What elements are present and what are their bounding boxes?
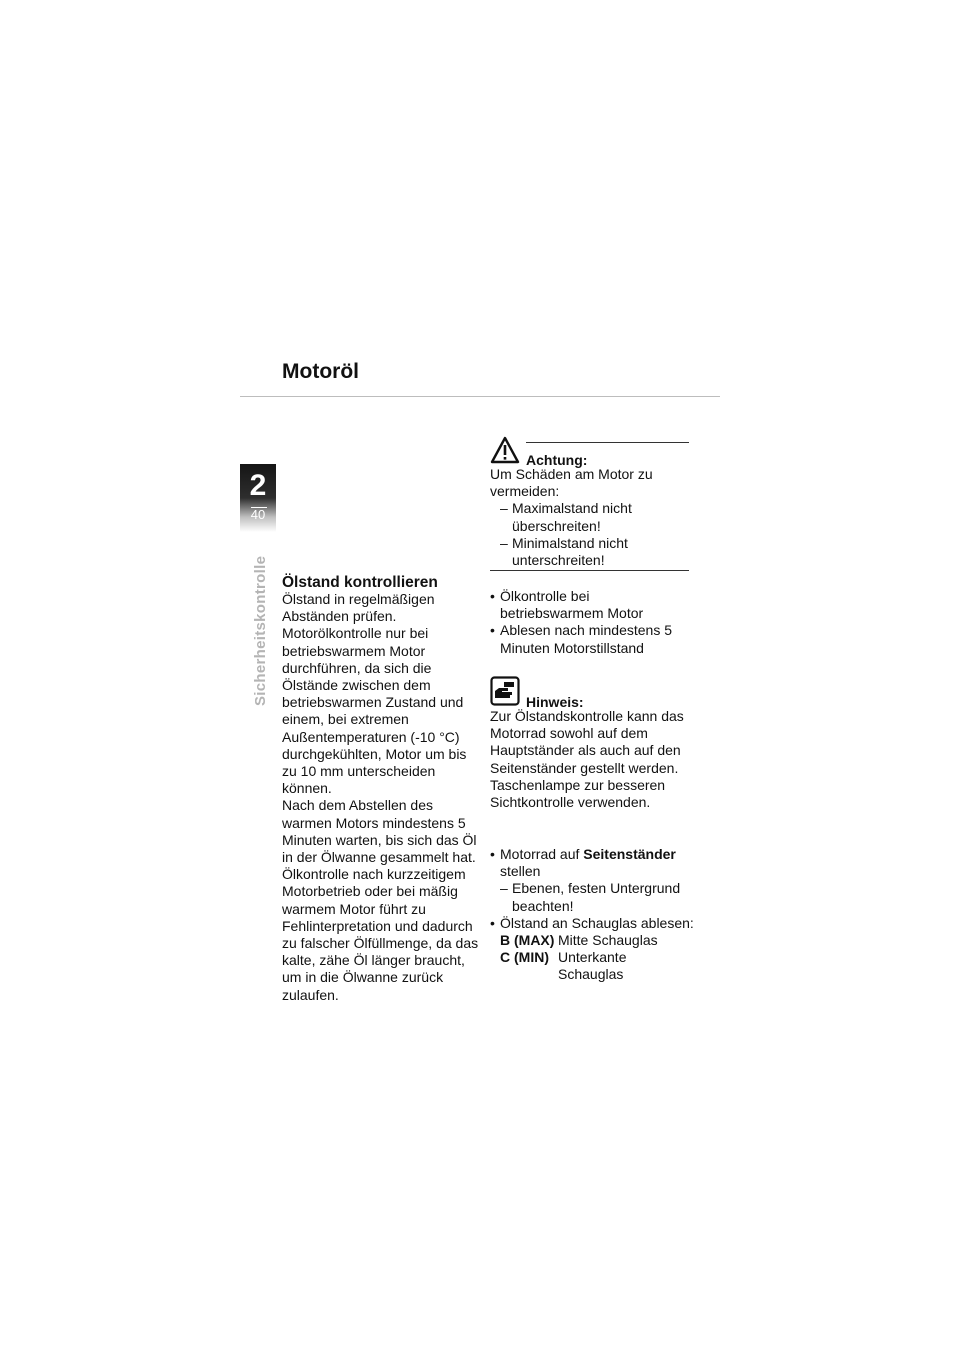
list-item: • Ablesen nach mindestens 5 Minuten Motorstillstand (490, 622, 695, 656)
chapter-number: 2 (249, 469, 267, 502)
list-item: • Ölkontrolle bei betriebswarmem Motor (490, 588, 695, 622)
step-subitem: – Ebenen, festen Untergrund beachten! (490, 880, 695, 914)
level-key: B (MAX) (500, 932, 555, 949)
warning-text: Um Schäden am Motor zu vermeiden: (490, 466, 653, 500)
title-divider (240, 396, 720, 397)
warning-box (490, 436, 695, 571)
paragraph: Ölkontrolle nach kurzzeitigem Motorbetrieb oder bei mäßig warmem Motor führt zu Fehlinterpretation und dadurch zu falscher Ölfüllmenge, da das kalte, zähe Öl länger braucht, um in die Ölwanne zurück zulaufen. (282, 866, 479, 1003)
note-box (490, 676, 695, 811)
paragraph: Nach dem Abstellen des warmen Motors mindestens 5 Minuten warten, bis sich das Öl in der Ölwanne gesammelt hat. (282, 797, 477, 866)
paragraph: Ölstand in regelmäßigen Abständen prüfen. (282, 591, 435, 625)
step-emphasis: Seitenständer (583, 846, 676, 862)
section-heading: Ölstand kontrollieren (282, 574, 438, 591)
step-text: Motorrad auf (500, 846, 580, 862)
procedure-steps (490, 846, 695, 984)
page-number: 40 (250, 507, 266, 522)
note-title: Hinweis: (526, 694, 584, 710)
paragraph: Motorölkontrolle nur bei betriebswarmem Motor durchführen, da sich die Ölstände zwischen dem betriebswarmen Zustand und einem, bei extremen Außentemperaturen (-10 °C) durchgekühlten, Motor um bis zu 10 mm unterscheiden können. (282, 625, 467, 797)
level-value: Unterkante Schauglas (558, 949, 627, 983)
level-key: C (MIN) (500, 949, 549, 966)
step-item (490, 846, 695, 880)
check-conditions-list (490, 588, 695, 657)
note-text: Zur Ölstandskontrolle kann das Motorrad sowohl auf dem Hauptständer als auch auf den Seitenständer gestellt werden. Taschenlampe zur besseren Sichtkontrolle verwenden. (490, 708, 684, 811)
step-text: stellen (500, 863, 541, 880)
page-title: Motoröl (282, 360, 359, 383)
level-row (490, 932, 695, 949)
warning-bottom-rule (490, 570, 689, 571)
warning-top-rule (526, 442, 689, 443)
note-hand-icon (490, 676, 520, 710)
warning-item: – Minimalstand nicht unterschreiten! (490, 535, 695, 569)
oil-check-section (282, 574, 482, 1004)
step-item: • Ölstand an Schauglas ablesen: (490, 915, 695, 932)
level-row (490, 949, 695, 983)
warning-triangle-icon (490, 436, 520, 468)
level-value: Mitte Schauglas (558, 932, 658, 949)
warning-item: – Maximalstand nicht überschreiten! (490, 500, 695, 534)
chapter-side-label: Sicherheitskontrolle (252, 555, 269, 706)
warning-title: Achtung: (526, 452, 588, 468)
